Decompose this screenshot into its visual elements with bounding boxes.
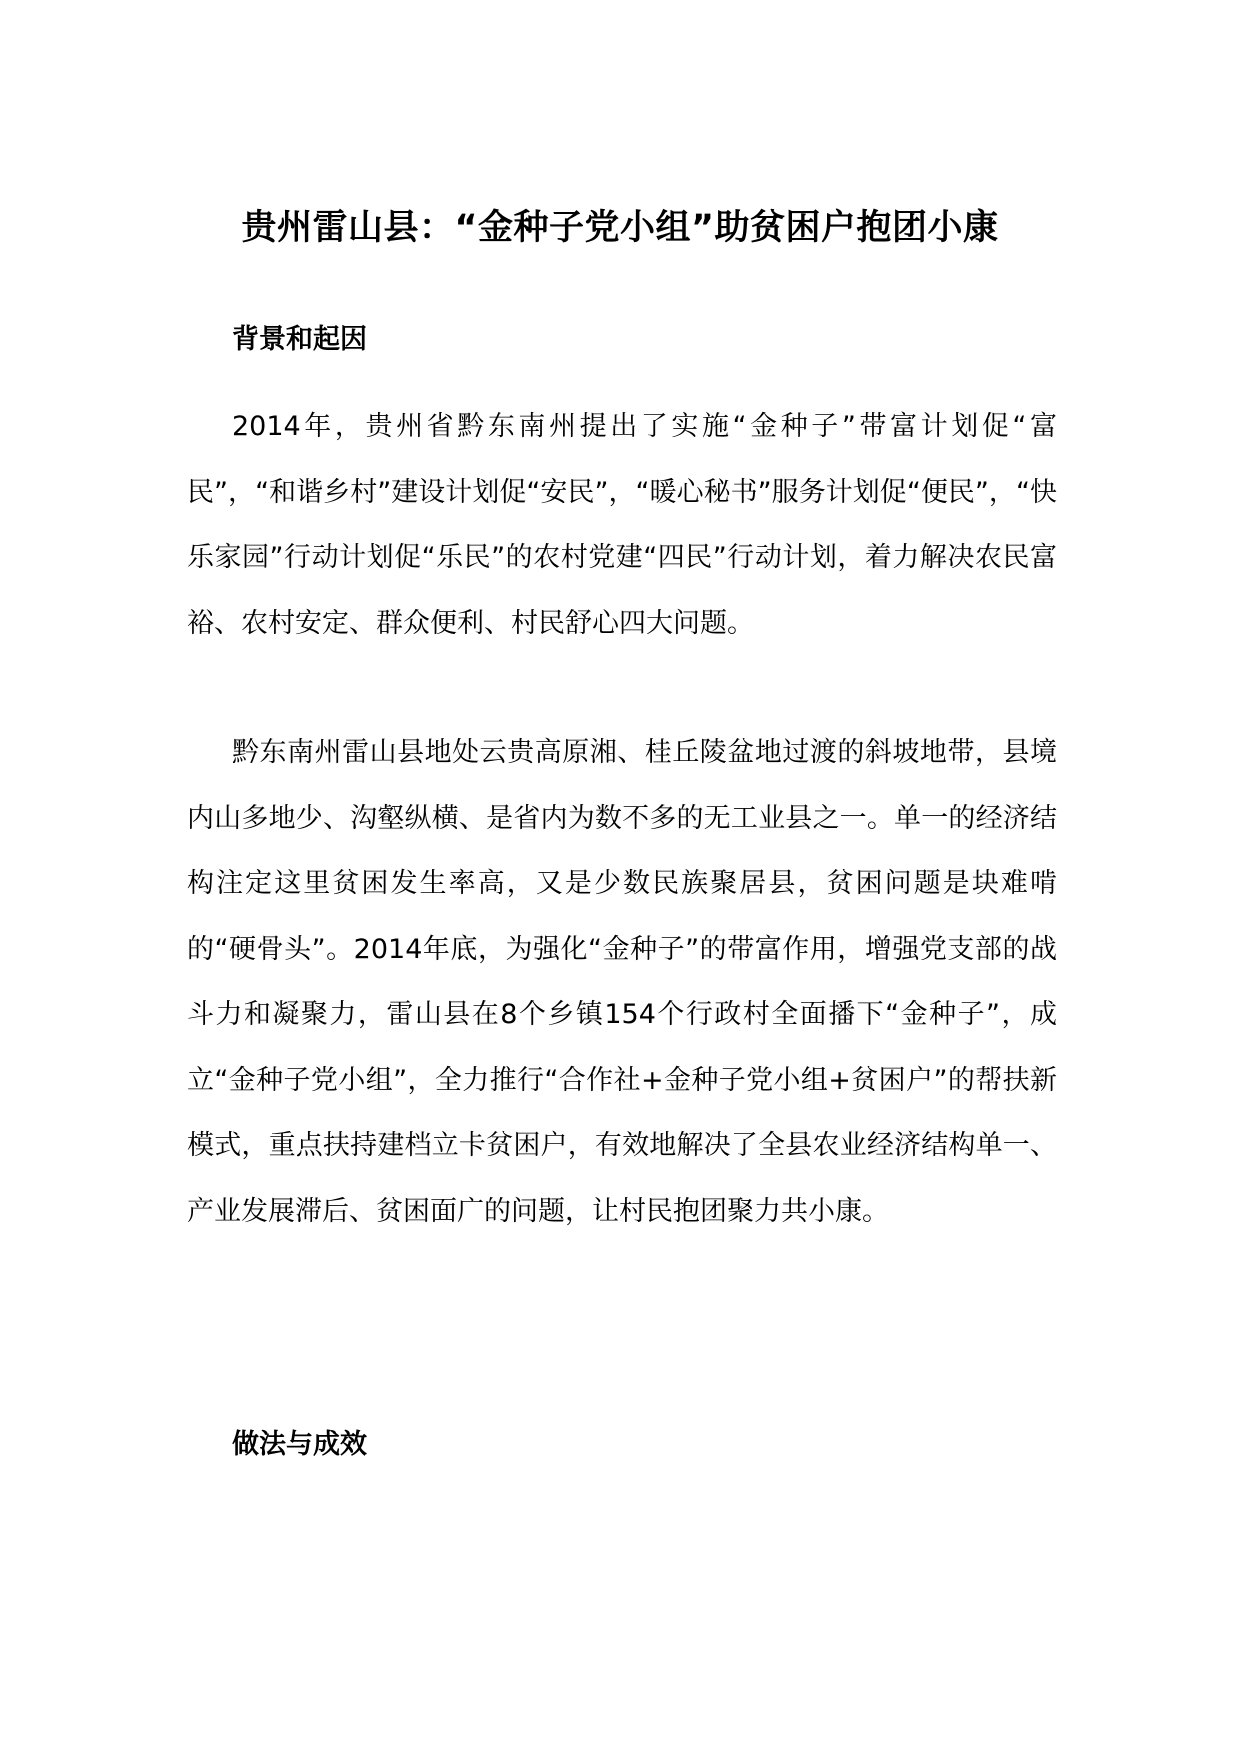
section-heading-background: 背景和起因 <box>232 324 367 355</box>
paragraph-background-2: 黔东南州雷山县地处云贵高原湘、桂丘陵盆地过渡的斜坡地带，县境内山多地少、沟壑纵横、是省内为数不多的无工业县之一。单一的经济结构注定这里贫困发生率高，又是少数民族聚居县，贫困问题是块难啃的“硬骨头”。2014年底，为强化“金种子”的带富作用，增强党支部的战斗力和凝聚力，雷山县在8个乡镇154个行政村全面播下“金种子”，成立“金种子党小组”，全力推行“合作社+金种子党小组+贫困户”的帮扶新模式，重点扶持建档立卡贫困户，有效地解决了全县农业经济结构单一、产业发展滞后、贫困面广的问题，让村民抱团聚力共小康。 <box>187 737 1057 1227</box>
document-title: 贵州雷山县：“金种子党小组”助贫困户抱团小康 <box>241 208 999 248</box>
paragraph-background-1: 2014年，贵州省黔东南州提出了实施“金种子”带富计划促“富民”，“和谐乡村”建设计划促“安民”，“暖心秘书”服务计划促“便民”，“快乐家园”行动计划促“乐民”的农村党建“四民”行动计划，着力解决农民富裕、农村安定、群众便利、村民舒心四大问题。 <box>187 411 1057 639</box>
section-heading-methods: 做法与成效 <box>232 1429 367 1460</box>
